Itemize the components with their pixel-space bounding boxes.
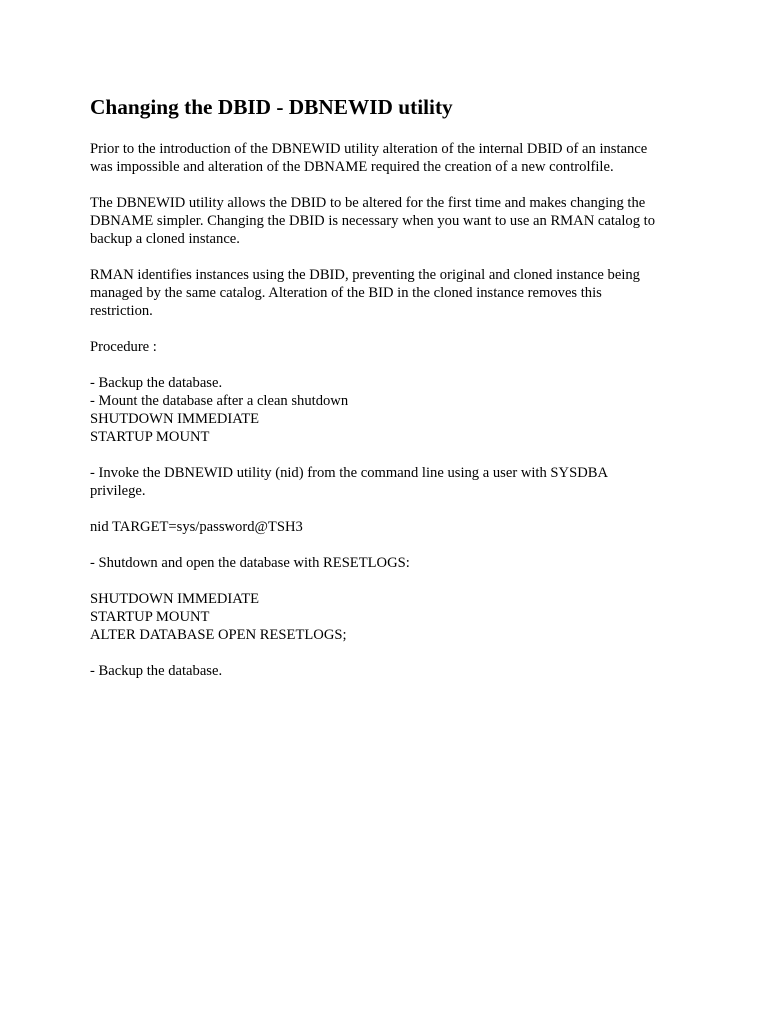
procedure-heading: Procedure : [90, 339, 157, 355]
resetlogs-commands: SHUTDOWN IMMEDIATE STARTUP MOUNT ALTER DATABASE OPEN RESETLOGS; [90, 591, 347, 643]
document-body [90, 92, 690, 698]
procedure-step-backup-mount: - Backup the database. - Mount the database after a clean shutdown SHUTDOWN IMMEDIATE STARTUP MOUNT [90, 375, 349, 445]
document-title: Changing the DBID - DBNEWID utility [90, 95, 453, 119]
procedure-step-shutdown-open: - Shutdown and open the database with RESETLOGS: [90, 555, 410, 571]
procedure-step-invoke-nid: - Invoke the DBNEWID utility (nid) from the command line using a user with SYSDBA privilege. [90, 465, 608, 499]
intro-paragraph: Prior to the introduction of the DBNEWID utility alteration of the internal DBID of an instance was impossible and alteration of the DBNAME required the creation of a new controlfile. [90, 141, 648, 175]
procedure-step-final-backup: - Backup the database. [90, 663, 223, 679]
rman-paragraph: RMAN identifies instances using the DBID, preventing the original and cloned instance being managed by the same catalog. Alteration of the BID in the cloned instance removes this restriction. [90, 267, 640, 319]
nid-command: nid TARGET=sys/password@TSH3 [90, 519, 303, 535]
dbnewid-description-paragraph: The DBNEWID utility allows the DBID to be altered for the first time and makes changing the DBNAME simpler. Changing the DBID is necessary when you want to use an RMAN catalog to backup a cloned instance. [90, 195, 656, 247]
